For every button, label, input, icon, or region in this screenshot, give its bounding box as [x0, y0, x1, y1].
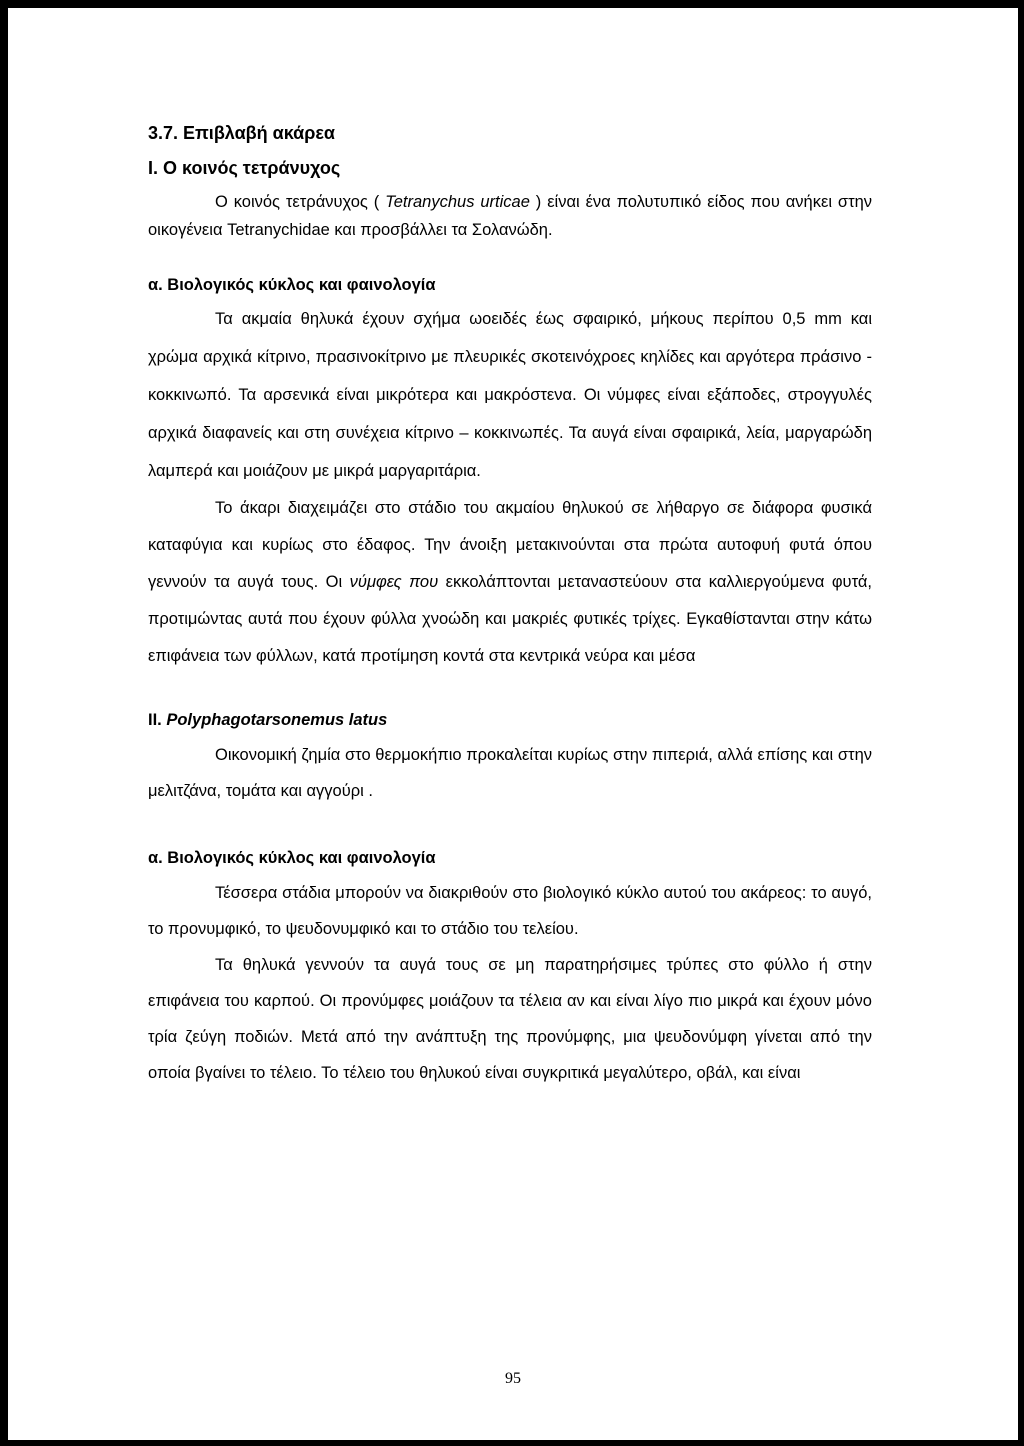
part2-species-name: Polyphagotarsonemus latus: [166, 711, 388, 729]
page-content: [148, 120, 872, 1091]
section-title: 3.7. Επιβλαβή ακάρεα: [148, 123, 335, 143]
part2-paragraph-2: Τα θηλυκά γεννούν τα αυγά τους σε μη παρατηρήσιμες τρύπες στο φύλλο ή στην επιφάνεια του καρπού. Οι προνύμφες μοιάζουν τα τέλεια αν και είναι λίγο πιο μικρά και έχουν μόνο τρία ζεύγη ποδιών. Μετά από την ανάπτυξη της προνύμφης, μια ψευδονύμφη γίνεται από την οποία βγαίνει το τέλειο. Το τέλειο του θηλυκού είναι συγκριτικά μεγαλύτερο, οβάλ, και είναι: [148, 956, 872, 1082]
part2-title: [148, 707, 872, 733]
part1-para2-text-b: εκκολάπτονται μεταναστεύουν στα καλλιεργούμενα φυτά, προτιμώντας αυτά που έχουν φύλλα χνοώδη και μακριές φυτικές τρίχες. Εγκαθίστανται στην κάτω επιφάνεια των φύλλων, κατά προτίμηση κοντά στα κεντρικά νεύρα και μέσα: [148, 573, 872, 665]
part1-intro-text-b: ) είναι ένα πολυτυπικό είδος που ανήκει στην οικογένεια Tetranychidae και προσβάλλει τα Σολανώδη.: [148, 193, 873, 239]
part1-para2-italic: νύμφες που: [349, 573, 439, 591]
part2-subheading: α. Βιολογικός κύκλος και φαινολογία: [148, 849, 436, 867]
part1-title: Ι. Ο κοινός τετράνυχος: [148, 158, 341, 178]
part1-intro-text-a: Ο κοινός τετράνυχος (: [215, 193, 386, 211]
part1-paragraph-1: Τα ακμαία θηλυκά έχουν σχήμα ωοειδές έως σφαιρικό, μήκους περίπου 0,5 mm και χρώμα αρχικά κίτρινο, πρασινοκίτρινο με πλευρικές σκοτεινόχροες κηλίδες και αργότερα πράσινο - κοκκινωπό. Τα αρσενικά είναι μικρότερα και μακρόστενα. Οι νύμφες είναι εξάποδες, στρογγυλές αρχικά διαφανείς και στη συνέχεια κίτρινο – κοκκινωπές. Τα αυγά είναι σφαιρικά, λεία, μαργαρώδη λαμπερά και μοιάζουν με μικρά μαργαριτάρια.: [148, 310, 872, 480]
part1-intro-paragraph: [148, 188, 872, 244]
document-page: [8, 8, 1018, 1440]
page-number: 95: [505, 1370, 521, 1387]
part1-species-name: Tetranychus urticae: [385, 193, 530, 211]
part2-paragraph-1: Τέσσερα στάδια μπορούν να διακριθούν στο βιολογικό κύκλο αυτού του ακάρεος: το αυγό, το προνυμφικό, το ψευδονυμφικό και το στάδιο του τελείου.: [148, 884, 872, 938]
part2-numeral: ΙΙ.: [148, 711, 167, 729]
part1-subheading: α. Βιολογικός κύκλος και φαινολογία: [148, 276, 436, 294]
part1-paragraph-2: [148, 490, 872, 675]
part2-intro-paragraph: Οικονομική ζημία στο θερμοκήπιο προκαλείται κυρίως στην πιπεριά, αλλά επίσης και στην μελιτζάνα, τομάτα και αγγούρι .: [148, 746, 872, 800]
part1-para2-text-a: Το άκαρι διαχειμάζει στο στάδιο του ακμαίου θηλυκού σε λήθαργο σε διάφορα φυσικά καταφύγια και κυρίως στο έδαφος. Την άνοιξη μετακινούνται στα πρώτα αυτοφυή φυτά όπου γεννούν τα αυγά τους. Οι: [148, 499, 872, 591]
